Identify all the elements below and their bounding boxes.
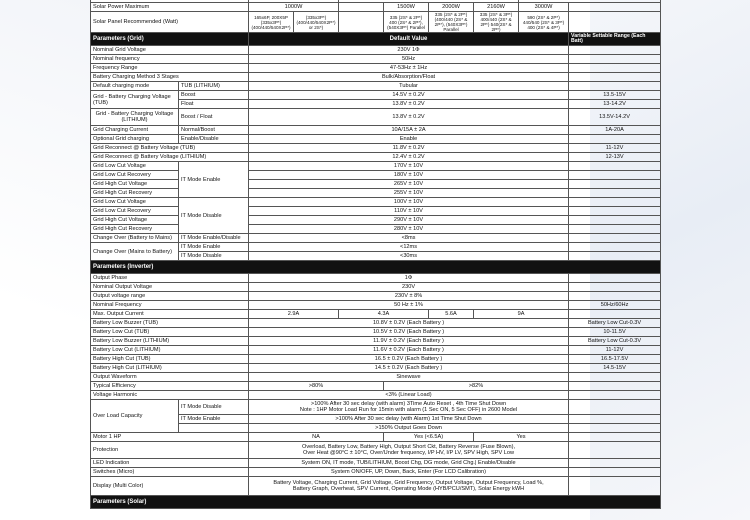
row-label: Battery Low Cut (LITHIUM) [91, 346, 249, 355]
cell-empty [569, 424, 661, 433]
row-label: Switches (Micro) [91, 468, 249, 477]
cell-value: 16.5 ± 0.2V (Each Battery ) [249, 355, 569, 364]
row-label: Over Load Capacity [91, 400, 179, 433]
cell-range: 1A-20A [569, 126, 661, 135]
table-row [91, 382, 661, 391]
cell-value: <3% (Linear Load) [249, 391, 569, 400]
row-label: Grid High Cut Voltage [91, 216, 179, 225]
default-value-header: Default Value [249, 33, 569, 46]
table-row [91, 373, 661, 382]
row-label: Battery High Cut (LITHIUM) [91, 364, 249, 373]
cell-value: >80% [249, 382, 384, 391]
cell-value: <8ms [249, 234, 569, 243]
row-label: Output voltage range [91, 292, 249, 301]
table-row [91, 328, 661, 337]
cell-value: 14.5 ± 0.2V (Each Battery ) [249, 364, 569, 373]
table-row [91, 180, 661, 189]
row-label: Battery Low Buzzer (TUB) [91, 319, 249, 328]
cell-value: 1Φ [249, 274, 569, 283]
cell-value: 100V ± 10V [249, 198, 569, 207]
cell-range: Battery Low Cut-0.3V [569, 319, 661, 328]
cell-empty [569, 64, 661, 73]
row-sublabel: IT Mode Disable [179, 252, 249, 261]
protection-line: Over Heat @90°C ± 10°C, Over/Under frequency, I/P HV, I/P LV, SPV High, SPV Low [302, 450, 515, 456]
cell-empty [569, 459, 661, 468]
cell-value: 335 (2S* & 2P*) (400/440 (2S* & 2P*), (540X3P*) Parallel [429, 12, 474, 33]
cell-range: 11-12V [569, 346, 661, 355]
row-label: Grid - Battery Charging Voltage (TUB) [91, 91, 179, 109]
row-label: Change Over (Battery to Mains) [91, 234, 179, 243]
row-sublabel: IT Mode Enable [179, 415, 249, 424]
cell-value: 180V ± 10V [249, 171, 569, 180]
cell-empty [569, 477, 661, 496]
row-label: Battery Low Buzzer (LITHIUM) [91, 337, 249, 346]
cell-value: System ON, IT mode, TUB/LITHIUM, Boost Chg, DG mode, Grid Chg.| Enable/Disable [249, 459, 569, 468]
row-sublabel: Enable/Disable [179, 135, 249, 144]
row-label: Grid Reconnect @ Battery Voltage (TUB) [91, 144, 249, 153]
table-row [91, 468, 661, 477]
table-row [91, 135, 661, 144]
cell-value: 170V ± 10V [249, 162, 569, 171]
cell-value: <30ms [249, 252, 569, 261]
row-sublabel: Boost / Float [179, 109, 249, 126]
it-mode-enable-label: IT Mode Enable [179, 162, 249, 198]
cell-value: >100% After 30 sec delay (with Alarm) 1st Time Shut Down [249, 415, 569, 424]
row-label: Grid - Battery Charging Voltage (LITHIUM) [91, 109, 179, 126]
cell-value: 335 (2S* & 2P*) 400 (2S* & 2P*), (540X3P*) Parallel [384, 12, 429, 33]
cell-value: >150% Output Goes Down [249, 424, 569, 433]
row-sublabel: IT Mode Enable [179, 243, 249, 252]
cell-value: 1000W [249, 3, 339, 12]
row-label: Solar Power Maximum [91, 3, 249, 12]
table-row [91, 319, 661, 328]
cell-value: NA [249, 433, 384, 442]
section-header-inverter [91, 261, 661, 274]
cell-value: 50 Hz ± 1% [249, 301, 569, 310]
row-label: Frequency Range [91, 64, 249, 73]
cell-value: 4.3A [339, 310, 429, 319]
cell-empty [569, 243, 661, 252]
cell-value: 10.8V ± 0.2V (Each Battery ) [249, 319, 569, 328]
row-label: Display (Multi Color) [91, 477, 249, 496]
cell-empty [569, 415, 661, 424]
table-row [91, 301, 661, 310]
cell-value: <12ms [249, 243, 569, 252]
cell-value: 10A/15A ± 2A [249, 126, 569, 135]
table-row [91, 364, 661, 373]
row-label: Protection [91, 442, 249, 459]
table-row [91, 153, 661, 162]
section-title: Parameters (Grid) [91, 33, 249, 46]
cell-value: Bulk/Absorption/Float [249, 73, 569, 82]
cell-value: 9A [474, 310, 569, 319]
table-row [91, 144, 661, 153]
cell-value: 11.9V ± 0.2V (Each Battery ) [249, 337, 569, 346]
cell-value: >82% [384, 382, 569, 391]
cell-empty [339, 12, 384, 33]
row-label: Grid Low Cut Recovery [91, 207, 179, 216]
cell-range: 10-11.5V [569, 328, 661, 337]
row-label: Battery High Cut (TUB) [91, 355, 249, 364]
table-row [91, 216, 661, 225]
row-label: Output Waveform [91, 373, 249, 382]
table-row [91, 442, 661, 459]
row-label: Grid High Cut Recovery [91, 225, 179, 234]
cell-empty [569, 46, 661, 55]
table-row [91, 391, 661, 400]
cell-empty [569, 373, 661, 382]
cell-value: 47-53Hz ± 1Hz [249, 64, 569, 73]
table-row [91, 189, 661, 198]
table-row [91, 82, 661, 91]
table-row [91, 126, 661, 135]
table-row [91, 274, 661, 283]
cell-value: 14.5V ± 0.2V [249, 91, 569, 100]
table-row [91, 207, 661, 216]
cell-value: 11.6V ± 0.2V (Each Battery ) [249, 346, 569, 355]
table-row [91, 162, 661, 171]
cell-empty [179, 424, 249, 433]
cell-value: 590 (2S* & 2P*) 440/540 (2S* & 3P*) 400 (2S* & 4P*) [519, 12, 569, 33]
display-line: Battery Voltage, Charging Current, Grid Voltage, Grid Frequency, Output Voltage, Output Frequency, Load %, [273, 480, 544, 486]
cell-value: 50Hz [249, 55, 569, 64]
cell-empty [569, 162, 661, 171]
cell-value: 1500W [384, 3, 429, 12]
section-header-grid [91, 33, 661, 46]
table-row [91, 234, 661, 243]
row-label: Grid High Cut Voltage [91, 180, 179, 189]
cell-value: 110V ± 10V [249, 207, 569, 216]
table-row [91, 46, 661, 55]
cell-value: 230V [249, 283, 569, 292]
cell-empty [569, 468, 661, 477]
cell-range: 14.5-15V [569, 364, 661, 373]
row-sublabel: Normal/Boost [179, 126, 249, 135]
cell-empty [569, 391, 661, 400]
row-label: Voltage Harmonic [91, 391, 249, 400]
cell-empty [569, 225, 661, 234]
row-sublabel: IT Mode Disable [179, 400, 249, 415]
row-label: Max. Output Current [91, 310, 249, 319]
table-row [91, 355, 661, 364]
cell-range: 13.5V-14.2V [569, 109, 661, 126]
row-label: Grid Low Cut Voltage [91, 198, 179, 207]
cell-value: 230V ± 8% [249, 292, 569, 301]
it-mode-disable-label: IT Mode Disable [179, 198, 249, 234]
row-label: Change Over (Mains to Battery) [91, 243, 179, 261]
cell-value: 280V ± 10V [249, 225, 569, 234]
cell-empty [569, 442, 661, 459]
table-row [91, 64, 661, 73]
cell-empty [569, 433, 661, 442]
row-sublabel: TUB (LITHIUM) [179, 82, 249, 91]
row-label: Output Phase [91, 274, 249, 283]
table-row [91, 73, 661, 82]
cell-empty [569, 82, 661, 91]
cell-value: 12.4V ± 0.2V [249, 153, 569, 162]
row-label: Typical Efficiency [91, 382, 249, 391]
table-row [91, 171, 661, 180]
cell-value: 3000W [519, 3, 569, 12]
cell-value: 13.8V ± 0.2V [249, 109, 569, 126]
overload-line: >100% After 30 sec delay (with alarm) 3Time Auto Reset , 4th Time Shut Down [310, 401, 507, 407]
cell-empty [569, 55, 661, 64]
table-row [91, 109, 661, 126]
cell-empty [569, 3, 661, 12]
section-header-solar [91, 496, 661, 509]
table-row [91, 400, 661, 415]
table-row [91, 310, 661, 319]
cell-empty [339, 3, 384, 12]
row-label: Nominal Frequency [91, 301, 249, 310]
table-row [91, 283, 661, 292]
background-decoration-left [0, 0, 90, 520]
cell-empty [569, 207, 661, 216]
row-label: Default charging mode [91, 82, 179, 91]
cell-empty [569, 198, 661, 207]
cell-value: 10.5V ± 0.2V (Each Battery ) [249, 328, 569, 337]
row-label: Grid Charging Current [91, 126, 179, 135]
row-label: Nominal Output Voltage [91, 283, 249, 292]
cell-empty [569, 382, 661, 391]
cell-value: 165x6P, 200X5P (335x3P*) (400/440/540X2P*) [249, 12, 294, 33]
table-row [91, 346, 661, 355]
cell-value: Yes (<6.5A) [384, 433, 474, 442]
cell-value: Sinewave [249, 373, 569, 382]
cell-range: 50Hz/60Hz [569, 301, 661, 310]
cell-range: 13.5-15V [569, 91, 661, 100]
cell-empty [569, 171, 661, 180]
protection-line: Overload, Battery Low, Battery High, Output Short Ckt, Battery Reverse (Fuse Blown), [302, 444, 515, 450]
cell-empty [569, 73, 661, 82]
cell-value [249, 400, 569, 415]
cell-range: 12-13V [569, 153, 661, 162]
row-sublabel: Float [179, 100, 249, 109]
cell-value: 13.8V ± 0.2V [249, 100, 569, 109]
cell-empty [569, 216, 661, 225]
row-label: Grid Low Cut Voltage [91, 162, 179, 171]
row-label: Nominal Grid Voltage [91, 46, 249, 55]
table-row [91, 337, 661, 346]
row-label: Nominal frequency [91, 55, 249, 64]
cell-value: 255V ± 10V [249, 189, 569, 198]
cell-empty [569, 180, 661, 189]
cell-empty [569, 400, 661, 415]
cell-empty [569, 135, 661, 144]
row-sublabel: Boost [179, 91, 249, 100]
table-row [91, 55, 661, 64]
section-title: Parameters (Inverter) [91, 261, 661, 274]
row-label: Grid High Cut Recovery [91, 189, 179, 198]
row-label: Motor 1 HP [91, 433, 249, 442]
cell-range: Battery Low Cut-0.3V [569, 337, 661, 346]
cell-empty [569, 12, 661, 33]
table-row [91, 433, 661, 442]
section-title: Parameters (Solar) [91, 496, 661, 509]
cell-value [249, 442, 569, 459]
cell-value: 2160W [474, 3, 519, 12]
row-label: Battery Charging Method 3 Stages [91, 73, 249, 82]
cell-value: 290V ± 10V [249, 216, 569, 225]
cell-value: 230V 1Φ [249, 46, 569, 55]
row-label: Grid Low Cut Recovery [91, 171, 179, 180]
row-label: Battery Low Cut (TUB) [91, 328, 249, 337]
table-row [91, 3, 661, 12]
row-label: LED Indication [91, 459, 249, 468]
row-sublabel: IT Mode Enable/Disable [179, 234, 249, 243]
cell-range: 16.5-17.5V [569, 355, 661, 364]
table-row [91, 292, 661, 301]
cell-empty [569, 234, 661, 243]
table-row [91, 12, 661, 33]
spec-sheet [90, 0, 660, 509]
spec-table [90, 0, 661, 509]
row-label: Solar Panel Recommended (Watt) [91, 12, 249, 33]
cell-empty [569, 283, 661, 292]
row-label: Optional Grid charging [91, 135, 179, 144]
cell-empty [569, 252, 661, 261]
row-label: Grid Reconnect @ Battery Voltage (LITHIUM) [91, 153, 249, 162]
cell-value: Enable [249, 135, 569, 144]
cell-value: 2.9A [249, 310, 339, 319]
cell-value: 11.8V ± 0.2V [249, 144, 569, 153]
table-row [91, 477, 661, 496]
cell-empty [569, 310, 661, 319]
cell-value: 265V ± 10V [249, 180, 569, 189]
cell-value: (335x3P*) (400/440/540X2P*) or 2S*) [294, 12, 339, 33]
display-line: Battery Graph, Overheat, SPV Current, Operating Mode (HYB/PCU/SMT), Solar Energy kWH [292, 486, 525, 492]
variable-range-header: Variable Settable Range (Each Batt) [569, 33, 661, 46]
cell-value: System ON/OFF, UP, Down, Back, Enter (For LCD Calibration) [249, 468, 569, 477]
cell-range: 11-12V [569, 144, 661, 153]
cell-empty [569, 274, 661, 283]
table-row [91, 91, 661, 100]
overload-note: Note : 1HP Motor Load Run for 15min with alarm (1 Sec ON, 5 Sec OFF) in 2600 Model [299, 407, 518, 413]
table-row [91, 225, 661, 234]
cell-range: 13-14.2V [569, 100, 661, 109]
table-row [91, 243, 661, 252]
cell-value: Tubular [249, 82, 569, 91]
table-row [91, 459, 661, 468]
cell-value [249, 477, 569, 496]
cell-value: 2000W [429, 3, 474, 12]
cell-empty [569, 292, 661, 301]
table-row [91, 198, 661, 207]
cell-value: Yes [474, 433, 569, 442]
cell-value: 335 (2S* & 3P*) 400/440 (2S* & 2P*) 540(2S* & 2P*) [474, 12, 519, 33]
cell-value: 5.6A [429, 310, 474, 319]
cell-empty [569, 189, 661, 198]
